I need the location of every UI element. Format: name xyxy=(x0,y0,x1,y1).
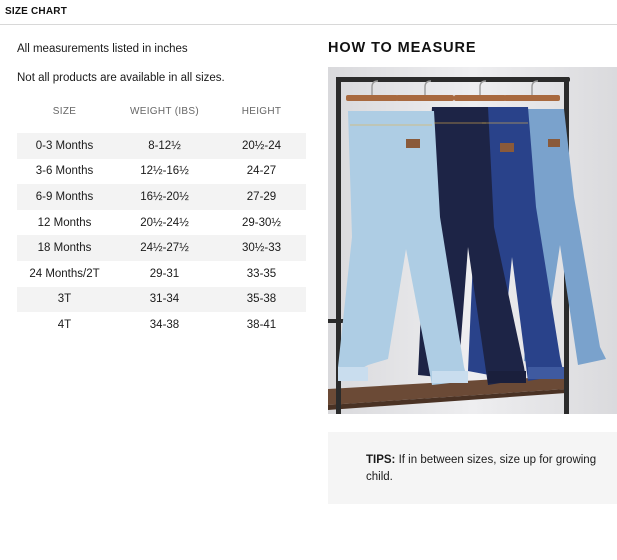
availability-note: Not all products are available in all sizes. xyxy=(17,72,225,84)
leather-patch xyxy=(406,139,420,148)
size-cell: 4T xyxy=(57,318,72,331)
height-cell: 38-41 xyxy=(246,318,277,331)
height-cell: 33-35 xyxy=(246,267,277,280)
jeans-rack-photo xyxy=(328,67,617,414)
how-to-measure-title: HOW TO MEASURE xyxy=(328,40,477,56)
column-header-size: SIZE xyxy=(52,105,77,117)
table-row xyxy=(17,235,306,261)
measurements-note: All measurements listed in inches xyxy=(17,43,188,55)
size-cell: 12 Months xyxy=(37,216,92,229)
tips-text xyxy=(366,452,605,486)
size-table xyxy=(17,97,306,338)
height-cell: 27-29 xyxy=(217,184,306,210)
table-row xyxy=(17,312,306,338)
jeans-cuff xyxy=(432,371,468,383)
table-row xyxy=(17,210,306,236)
size-cell: 3-6 Months xyxy=(35,165,94,178)
jeans-cuff xyxy=(488,371,526,383)
leather-patch xyxy=(548,139,560,147)
size-cell: 6-9 Months xyxy=(17,184,112,210)
column-header-weight: WEIGHT (IBS) xyxy=(130,105,199,117)
leather-patch xyxy=(500,143,514,152)
table-row xyxy=(17,184,306,210)
size-cell: 0-3 Months xyxy=(17,133,112,159)
weight-cell: 34-38 xyxy=(149,318,180,331)
weight-cell: 24½-27½ xyxy=(112,235,217,261)
weight-cell: 12½-16½ xyxy=(140,165,189,178)
weight-cell: 31-34 xyxy=(112,287,217,313)
table-row xyxy=(17,159,306,185)
table-header-row xyxy=(17,97,306,125)
table-row xyxy=(17,287,306,313)
weight-cell: 29-31 xyxy=(149,267,180,280)
jeans-cuff xyxy=(338,367,368,381)
weight-cell: 20½-24½ xyxy=(140,216,189,229)
jeans-cuff xyxy=(528,367,564,379)
size-chart-header xyxy=(0,0,617,25)
tips-label: TIPS: xyxy=(366,454,396,466)
tips-body: If in between sizes, size up for growing child. xyxy=(366,454,597,483)
weight-cell: 8-12½ xyxy=(112,133,217,159)
size-cell: 24 Months/2T xyxy=(29,267,100,280)
height-cell: 29-30½ xyxy=(241,216,281,229)
height-cell: 20½-24 xyxy=(217,133,306,159)
tips-box xyxy=(328,432,617,504)
size-cell: 18 Months xyxy=(17,235,112,261)
table-row xyxy=(17,261,306,287)
size-chart-title: SIZE CHART xyxy=(5,6,67,17)
height-cell: 24-27 xyxy=(246,165,277,178)
table-row xyxy=(17,133,306,159)
weight-cell: 16½-20½ xyxy=(112,184,217,210)
height-cell: 35-38 xyxy=(217,287,306,313)
jeans-rack-illustration xyxy=(328,67,617,414)
height-cell: 30½-33 xyxy=(217,235,306,261)
column-header-height: HEIGHT xyxy=(241,105,282,117)
wooden-hangers xyxy=(346,95,560,101)
size-cell: 3T xyxy=(17,287,112,313)
